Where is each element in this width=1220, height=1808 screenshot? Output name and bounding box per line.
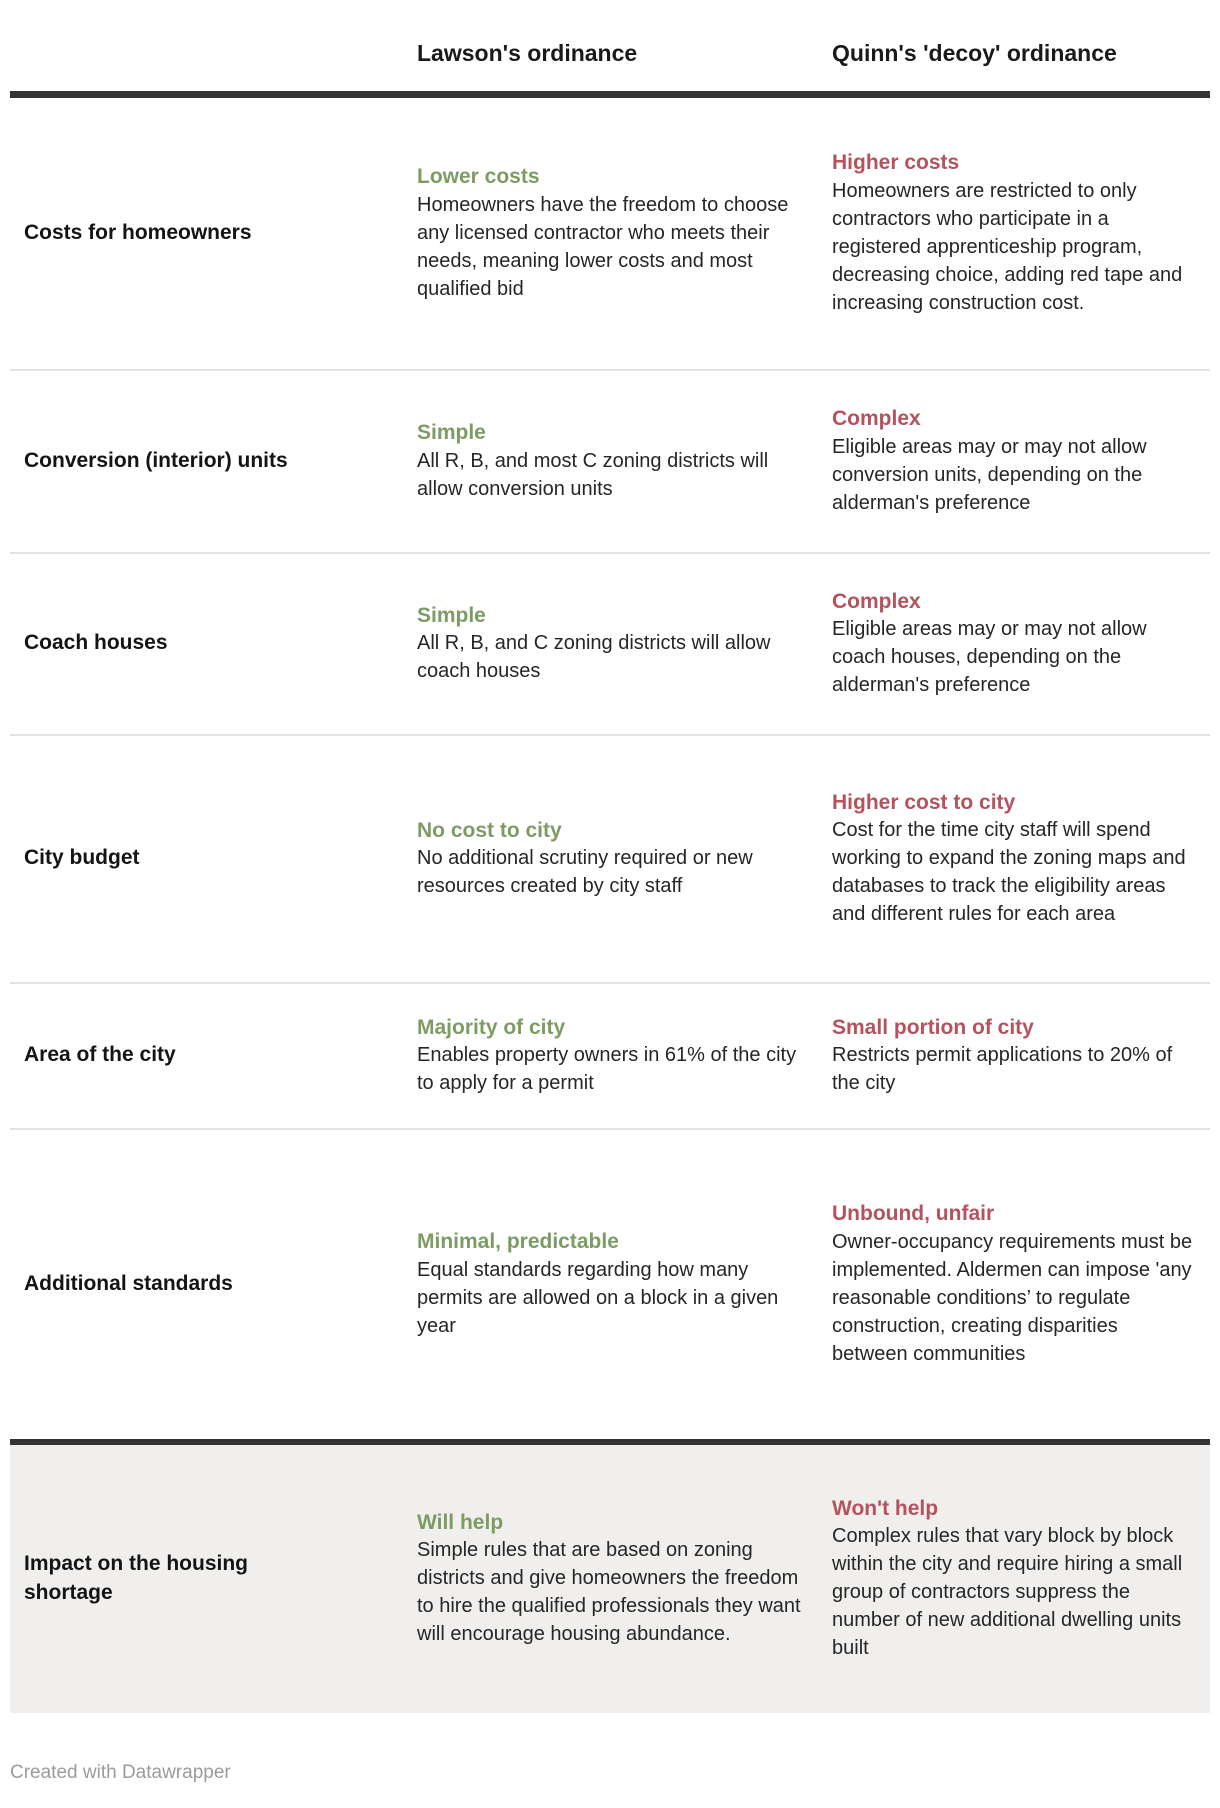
table-body [10, 95, 1210, 1713]
cell-text: Cost for the time city staff will spend working to expand the zoning maps and databases to track the eligibility areas and different rules for each area [832, 819, 1186, 926]
verdict-text: No cost to city [417, 818, 562, 842]
verdict-text: Complex [832, 407, 921, 431]
cell-quinn [822, 370, 1210, 553]
cell-text: Homeowners are restricted to only contractors who participate in a registered apprenticeship program, decreasing choice, adding red tape and increasing construction cost. [832, 180, 1183, 315]
row-label: Impact on the housing shortage [24, 1552, 248, 1604]
cell-text: Simple rules that are based on zoning districts and give homeowners the freedom to hire the qualified professionals they want will encourage housing abundance. [417, 1539, 801, 1646]
cell-text: Eligible areas may or may not allow conversion units, depending on the alderman's preference [832, 435, 1147, 514]
row-label: Coach houses [24, 631, 168, 655]
cell-text: No additional scrutiny required or new resources created by city staff [417, 847, 753, 898]
cell-quinn [822, 1129, 1210, 1442]
verdict-text: Simple [417, 603, 486, 627]
verdict-text: Unbound, unfair [832, 1202, 995, 1226]
row-label: Area of the city [24, 1043, 176, 1067]
cell-quinn [822, 553, 1210, 735]
table-row [10, 553, 1210, 735]
cell-text: Owner-occupancy requirements must be implemented. Aldermen can impose 'any reasonable conditions’ to regulate construction, creating disparities between communities [832, 1230, 1193, 1365]
row-label: Costs for homeowners [24, 221, 252, 245]
row-label: Conversion (interior) units [24, 448, 288, 472]
column-header-quinn: Quinn's 'decoy' ordinance [822, 0, 1210, 95]
row-label: City budget [24, 846, 140, 870]
cell-text: Equal standards regarding how many permits are allowed on a block in a given year [417, 1258, 779, 1337]
cell-lawson [407, 983, 822, 1129]
cell-quinn [822, 983, 1210, 1129]
table-row [10, 1129, 1210, 1442]
table-row [10, 95, 1210, 370]
cell-quinn [822, 1442, 1210, 1713]
row-label: Additional standards [24, 1271, 233, 1295]
verdict-text: Minimal, predictable [417, 1230, 619, 1254]
cell-lawson [407, 735, 822, 983]
verdict-text: Will help [417, 1510, 504, 1534]
column-header-empty [10, 0, 407, 95]
cell-text: Restricts permit applications to 20% of the city [832, 1044, 1173, 1095]
verdict-text: Simple [417, 421, 486, 445]
ordinance-comparison-table [10, 0, 1210, 1713]
verdict-text: Small portion of city [832, 1015, 1034, 1039]
cell-lawson [407, 553, 822, 735]
cell-lawson [407, 370, 822, 553]
datawrapper-credit: Created with Datawrapper [10, 1762, 231, 1783]
cell-lawson [407, 95, 822, 370]
verdict-text: Higher costs [832, 151, 960, 175]
cell-text: All R, B, and most C zoning districts will allow conversion units [417, 449, 769, 500]
cell-lawson [407, 1442, 822, 1713]
verdict-text: Complex [832, 589, 921, 613]
verdict-text: Higher cost to city [832, 790, 1016, 814]
verdict-text: Won't help [832, 1496, 939, 1520]
cell-lawson [407, 1129, 822, 1442]
table-row [10, 983, 1210, 1129]
cell-text: All R, B, and C zoning districts will allow coach houses [417, 632, 771, 683]
table-header [10, 0, 1210, 95]
table-row [10, 1442, 1210, 1713]
cell-text: Eligible areas may or may not allow coach houses, depending on the alderman's preference [832, 618, 1147, 697]
cell-text: Homeowners have the freedom to choose any licensed contractor who meets their needs, meaning lower costs and most qualified bid [417, 194, 789, 301]
cell-text: Enables property owners in 61% of the city to apply for a permit [417, 1044, 797, 1095]
table-row [10, 370, 1210, 553]
cell-text: Complex rules that vary block by block within the city and require hiring a small group of contractors suppress the number of new additional dwelling units built [832, 1525, 1183, 1660]
column-header-lawson: Lawson's ordinance [407, 0, 822, 95]
verdict-text: Majority of city [417, 1015, 566, 1039]
verdict-text: Lower costs [417, 165, 540, 189]
cell-quinn [822, 95, 1210, 370]
table-row [10, 735, 1210, 983]
cell-quinn [822, 735, 1210, 983]
